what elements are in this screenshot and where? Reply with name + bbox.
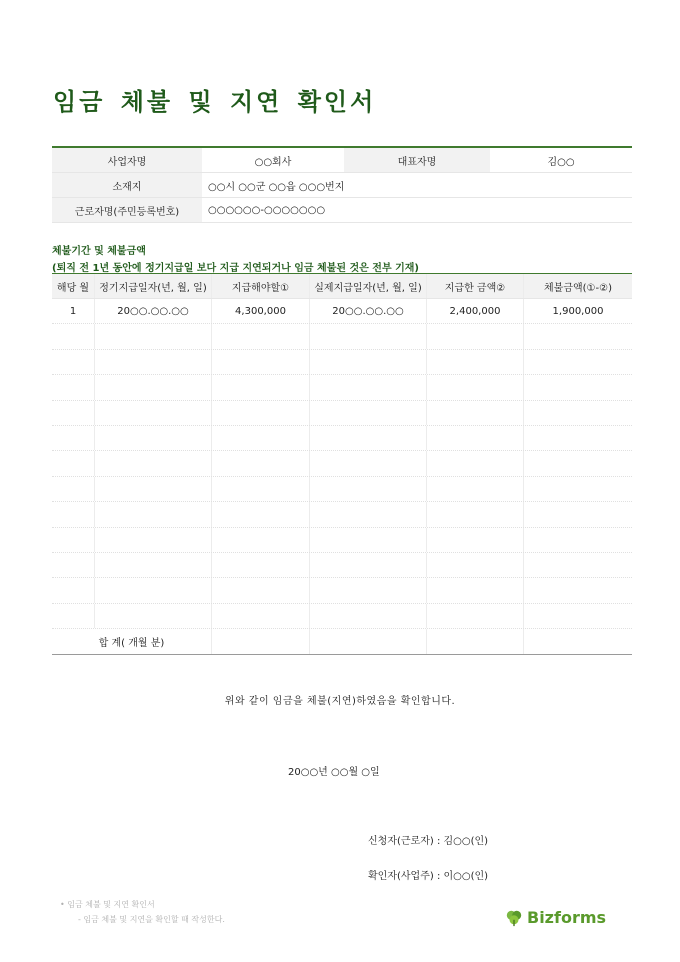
table-cell [212,553,310,577]
header-amount-paid: 지급한 금액② [427,274,524,298]
table-cell [212,604,310,628]
table-cell: 2,400,000 [427,299,524,323]
table-cell [427,426,524,450]
table-cell [212,502,310,526]
table-row [52,426,632,451]
table-header-row [52,274,632,299]
table-row [52,324,632,349]
table-cell [310,502,427,526]
table-cell [524,604,632,628]
table-cell [524,477,632,501]
table-cell [52,578,95,602]
table-cell [52,502,95,526]
table-row [52,553,632,578]
table-cell: 4,300,000 [212,299,310,323]
bizforms-logo [505,908,606,927]
table-cell [52,324,95,348]
table-cell [524,375,632,399]
table-cell [427,324,524,348]
document-date: 20○○년 ○○월 ○일 [288,767,380,778]
table-cell [95,553,212,577]
table-cell [95,502,212,526]
table-cell [310,350,427,374]
ceo-name-label: 대표자명 [344,148,490,172]
total-row [52,629,632,654]
section-title: 체불기간 및 체불금액 [52,246,146,257]
worker-value: ○○○○○○-○○○○○○○ [208,204,326,216]
leaf-logo-icon [505,909,523,927]
table-cell [310,451,427,475]
table-row [52,604,632,629]
table-cell [310,578,427,602]
table-cell: 20○○.○○.○○ [310,299,427,323]
worker-label: 근로자명(주민등록번호) [52,198,202,222]
table-cell [52,401,95,425]
table-cell [427,553,524,577]
info-row-address [52,173,632,198]
table-cell [212,324,310,348]
table-cell [212,426,310,450]
table-cell [427,578,524,602]
table-cell [524,553,632,577]
table-cell: 1,900,000 [552,305,604,317]
confirmation-statement: 위와 같이 임금을 체불(지연)하였음을 확인합니다. [224,696,456,707]
table-cell [95,375,212,399]
table-cell [310,477,427,501]
table-cell [524,502,632,526]
table-row [52,578,632,603]
table-cell [212,477,310,501]
table-cell [52,426,95,450]
table-row [52,451,632,476]
table-cell [524,578,632,602]
wage-arrears-table [52,273,632,655]
table-cell [427,502,524,526]
table-cell [310,553,427,577]
document-title: 임금 체불 및 지연 확인서 [53,88,377,116]
table-cell [95,324,212,348]
table-cell [310,426,427,450]
table-row [52,502,632,527]
table-cell [52,451,95,475]
table-cell [52,604,95,628]
total-cell [212,629,310,654]
table-row [52,350,632,375]
header-actual-pay-date: 실제지급일자(년, 월, 일) [310,274,427,298]
table-row [52,299,632,324]
table-cell [310,324,427,348]
table-cell [310,528,427,552]
table-cell [212,578,310,602]
table-cell [524,401,632,425]
applicant-signature: 신청자(근로자) : 김○○(인) [368,836,489,847]
table-cell [524,350,632,374]
table-cell [95,426,212,450]
table-cell [95,401,212,425]
table-cell [212,350,310,374]
table-cell [95,578,212,602]
header-regular-pay-date: 정기지급일자(년, 월, 일) [95,274,212,298]
total-cell [427,629,524,654]
table-cell [427,401,524,425]
info-row-worker [52,198,632,223]
footer-doc-description: - 임금 체불 및 지연을 확인할 때 작성한다. [78,915,225,924]
table-row [52,477,632,502]
header-arrears-amount: 체불금액(①-②) [544,282,612,294]
ceo-name-value: 김○○ [547,156,575,168]
table-cell [427,375,524,399]
table-cell [95,350,212,374]
address-label: 소재지 [52,173,202,197]
table-cell [524,324,632,348]
table-cell [95,528,212,552]
table-cell [524,528,632,552]
table-cell [52,477,95,501]
info-row-company [52,148,632,173]
section-heading [52,243,419,277]
total-cell [310,629,427,654]
table-row [52,528,632,553]
table-cell [524,426,632,450]
table-cell: 1 [52,299,95,323]
table-cell [524,451,632,475]
total-cell [524,629,632,654]
table-cell [52,350,95,374]
table-row [52,375,632,400]
table-cell [427,451,524,475]
table-cell [95,604,212,628]
table-cell [310,401,427,425]
table-cell [52,375,95,399]
table-row [52,401,632,426]
header-amount-due: 지급해야할① [212,274,310,298]
table-cell [212,451,310,475]
table-cell [427,528,524,552]
table-cell: 20○○.○○.○○ [95,299,212,323]
company-name-label: 사업자명 [52,148,202,172]
footer-doc-name: • 임금 체불 및 지연 확인서 [60,900,155,909]
employer-info-table [52,146,632,223]
table-cell [310,604,427,628]
table-cell [95,451,212,475]
table-cell [310,375,427,399]
confirmer-signature: 확인자(사업주) : 이○○(인) [368,871,489,882]
table-cell [52,553,95,577]
table-cell [427,350,524,374]
table-cell [212,375,310,399]
address-value: ○○시 ○○군 ○○읍 ○○○번지 [208,181,345,193]
table-cell [212,528,310,552]
logo-text: Bizforms [527,908,607,927]
table-cell [212,401,310,425]
table-cell [427,604,524,628]
total-label: 합 계( 개월 분) [52,629,212,654]
table-cell [95,477,212,501]
section-note: (퇴직 전 1년 동안에 정기지급일 보다 지급 지연되거나 임금 체불된 것은 전부 기재) [52,263,419,274]
header-month: 해당 월 [52,274,95,298]
table-cell [52,528,95,552]
table-cell [427,477,524,501]
company-name-value: ○○회사 [254,156,292,168]
